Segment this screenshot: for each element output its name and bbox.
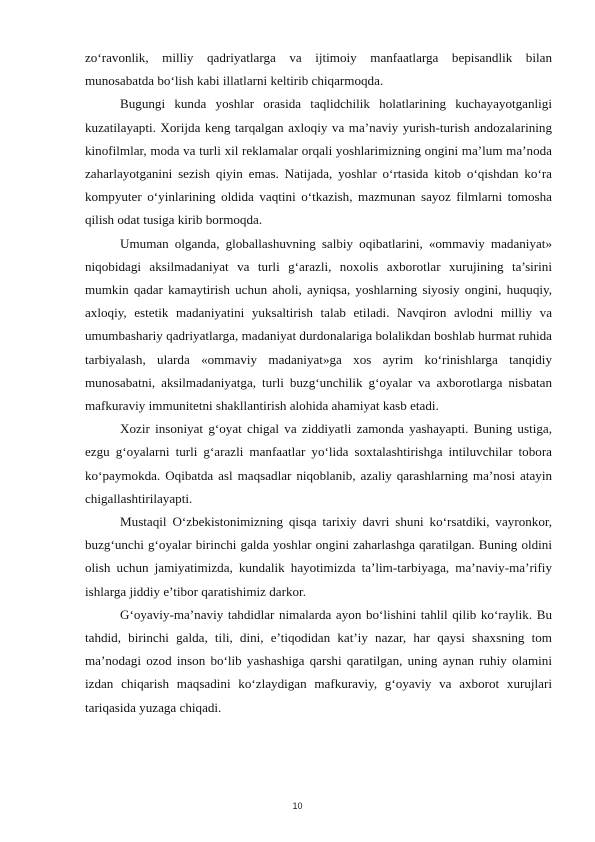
body-text [85, 46, 552, 719]
paragraph-4: Xozir insoniyat g‘oyat chigal va ziddiyatli zamonda yashayapti. Buning ustiga, ezgu g‘oyalarni turli g‘arazli manfaatlar yo‘lida soxtalashtirishga intiluvchilar tobora ko‘paymokda. Oqibatda asl maqsadlar niqoblanib, azaliy qarashlarning ma’nosi atayin chigallashtirilayapti. [85, 421, 552, 506]
page-number: 10 [292, 801, 303, 811]
paragraph-3: Umuman olganda, globallashuvning salbiy oqibatlarini, «ommaviy madaniyat» niqobidagi aksilmadaniyat va turli g‘arazli, noxolis axborotlar xurujining ta’sirini mumkin qadar kamaytirish uchun aholi, ayniqsa, yoshlarning siyosiy ongini, huquqiy, axloqiy, estetik madaniyatini yuksaltirish talab etiladi. Navqiron avlodni milliy va umumbashariy qadriyatlarga, madaniyat durdonalariga bolalikdan boshlab hurmat ruhida tarbiyalash, ularda «ommaviy madaniyat»ga xos ayrim ko‘rinishlarga tanqidiy munosabatni, aksilmadaniyatga, turli buzg‘unchilik g‘oyalar va axborotlarga nisbatan mafkuraviy immunitetni shakllantirish alohida ahamiyat kasb etadi. [85, 235, 552, 414]
paragraph-2: Bugungi kunda yoshlar orasida taqlidchilik holatlarining kuchayayotganligi kuzatilayapti. Xorijda keng tarqalgan axloqiy va ma’naviy yurish-turish andozalarining kinofilmlar, moda va turli xil reklamalar orqali yoshlarimizning ongini ma’lum ma’noda zaharlayotganini sezish qiyin emas. Natijada, yoshlar o‘rtasida kitob o‘qishdan ko‘ra kompyuter o‘yinlarining oldida vaqtini o‘tkazish, mazmunan sayoz filmlarni tomosha qilish odat tusiga kirib bormoqda. [85, 96, 552, 228]
paragraph-6: G‘oyaviy-ma’naviy tahdidlar nimalarda ayon bo‘lishini tahlil qilib ko‘raylik. Bu tahdid, birinchi galda, tili, dini, e’tiqodidan kat’iy nazar, har qaysi shaxsning tom ma’nodagi ozod inson bo‘lib yashashiga qarshi qaratilgan, uning aynan ruhiy olamini izdan chiqarish maqsadini ko‘zlaydigan mafkuraviy, g‘oyaviy va axborot xurujlari tariqasida yuzaga chiqadi. [85, 606, 552, 715]
paragraph-1: zo‘ravonlik, milliy qadriyatlarga va ijtimoiy manfaatlarga bepisandlik bilan munosabatda bo‘lish kabi illatlarni keltirib chiqarmoqda. [85, 50, 552, 89]
paragraph-5: Mustaqil O‘zbekistonimizning qisqa tarixiy davri shuni ko‘rsatdiki, vayronkor, buzg‘unchi g‘oyalar birinchi galda yoshlar ongini zaharlashga qaratilgan. Buning oldini olish uchun jamiyatimizda, kundalik hayotimizda ta’lim-tarbiyaga, ma’naviy-ma’rifiy ishlarga jiddiy e’tibor qaratishimiz darkor. [85, 514, 552, 599]
